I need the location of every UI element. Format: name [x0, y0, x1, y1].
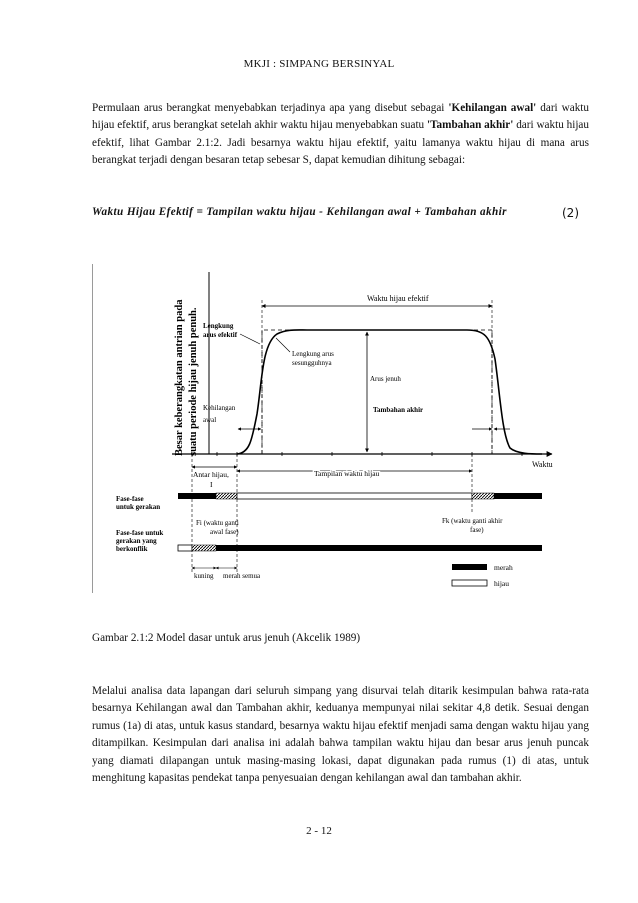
fk-label-2: fase)	[470, 526, 484, 534]
conflict-phase-bar	[178, 545, 542, 551]
conflict-phases-label-3: berkonflik	[116, 545, 148, 553]
figure-saturation-flow-model	[92, 264, 589, 593]
movement-phases-label-2: untuk gerakan	[116, 503, 161, 511]
legend-red-label: merah	[494, 563, 513, 572]
time-axis-label: Waktu	[532, 460, 553, 469]
start-loss-label-1: Kehilangan	[203, 404, 236, 412]
term-end-gain: 'Tambahan akhir'	[427, 119, 514, 132]
saturation-flow-label: Arus jenuh	[370, 375, 401, 383]
effective-curve-label-1: Lengkung	[203, 322, 234, 330]
fi-label-1: Fi (waktu ganti	[196, 519, 239, 527]
paragraph-conclusion: Melalui analisa data lapangan dari seluruh simpang yang disurvai telah ditarik kesimpulan bahwa rata-rata besarnya Kehilangan awal dan Tambahan akhir, keduanya mempunyai nilai sekitar 4,8 detik. Sesuai dengan rumus (1a) di atas, untuk kasus standard, besarnya waktu hijau efektif menjadi sama dengan waktu hijau yang ditampilkan. Kesimpulan dari analisa ini adalah bahwa tampilan waktu hijau dan besar arus jenuh puncak yang diamati dilapangan untuk masing-masing lokasi, dapat digunakan pada rumus (1) di atas, untuk menghitung kapasitas pendekat tanpa penyesuaian dengan kehilangan awal dan tambahan akhir.	[92, 685, 589, 785]
amber-label: kuning	[194, 572, 214, 580]
y-axis-label-line1: Besar keberangkatan antrian pada	[174, 299, 185, 456]
paragraph-intro	[92, 100, 589, 170]
paragraph-intro-text-1: Permulaan arus berangkat menyebabkan terjadinya apa yang disebut sebagai	[92, 102, 449, 114]
start-loss-label-2: awal	[203, 416, 217, 424]
saturation-flow-diagram	[92, 264, 589, 593]
legend-red-swatch	[452, 564, 487, 570]
effective-green-label: Waktu hijau efektif	[367, 294, 429, 303]
end-gain-label: Tambahan akhir	[373, 406, 424, 414]
movement-green-segment	[237, 493, 472, 499]
actual-curve-label-1: Lengkung arus	[292, 350, 334, 358]
legend-green-swatch	[452, 580, 487, 586]
fi-label-2: awal fase)	[210, 528, 239, 536]
y-axis-label-line2: suatu periode hijau jenuh penuh.	[188, 307, 199, 456]
term-start-loss: 'Kehilangan awal'	[448, 102, 537, 114]
all-red-label: merah semua	[223, 572, 261, 580]
equation-number: (2)	[562, 206, 579, 220]
actual-curve-label-2: sesungguhnya	[292, 359, 332, 367]
conflict-green-segment	[178, 545, 192, 551]
conflict-red-segment	[216, 545, 542, 551]
movement-amber-segment-1	[216, 493, 237, 499]
conflict-phases-label-1: Fase-fase untuk	[116, 529, 164, 537]
effective-curve-label-2: arus efektif	[203, 331, 238, 339]
page-header: MKJI : SIMPANG BERSINYAL	[243, 58, 395, 70]
paragraph-intro-text-2: dari waktu hijau efektif, arus berangkat setelah akhir waktu hijau menyebabkan suatu	[92, 102, 589, 132]
actual-curve-leader	[276, 338, 290, 352]
actual-flow-curve	[237, 330, 542, 454]
page-number: 2 - 12	[306, 825, 332, 837]
legend-green-label: hijau	[494, 579, 509, 588]
intergreen-label-2: I	[210, 480, 213, 489]
conflict-phases-label-2: gerakan yang	[116, 537, 157, 545]
equation-effective-green: Waktu Hijau Efektif = Tampilan waktu hijau - Kehilangan awal + Tambahan akhir	[92, 206, 507, 218]
effective-curve-leader	[240, 334, 260, 344]
displayed-green-label: Tampilan waktu hijau	[314, 469, 380, 478]
fk-label-1: Fk (waktu ganti akhir	[442, 517, 503, 525]
movement-phase-bar	[178, 493, 542, 499]
figure-caption: Gambar 2.1:2 Model dasar untuk arus jenuh (Akcelik 1989)	[92, 632, 361, 644]
movement-amber-segment-2	[472, 493, 494, 499]
intergreen-label-1: Antar hijau,	[193, 470, 229, 479]
paragraph-intro-text-3: dari waktu hijau efektif, lihat Gambar 2.1:2. Jadi besarnya waktu hijau efektif, yaitu lamanya waktu hijau di mana arus berangkat terjadi dengan besaran tetap sebesar S, dapat kemudian dihitung sebagai:	[92, 119, 589, 167]
effective-flow-curve	[262, 330, 492, 454]
movement-phases-label-1: Fase-fase	[116, 495, 144, 503]
conflict-amber-segment	[192, 545, 216, 551]
movement-red-segment-2	[494, 493, 542, 499]
movement-red-segment-1	[178, 493, 216, 499]
